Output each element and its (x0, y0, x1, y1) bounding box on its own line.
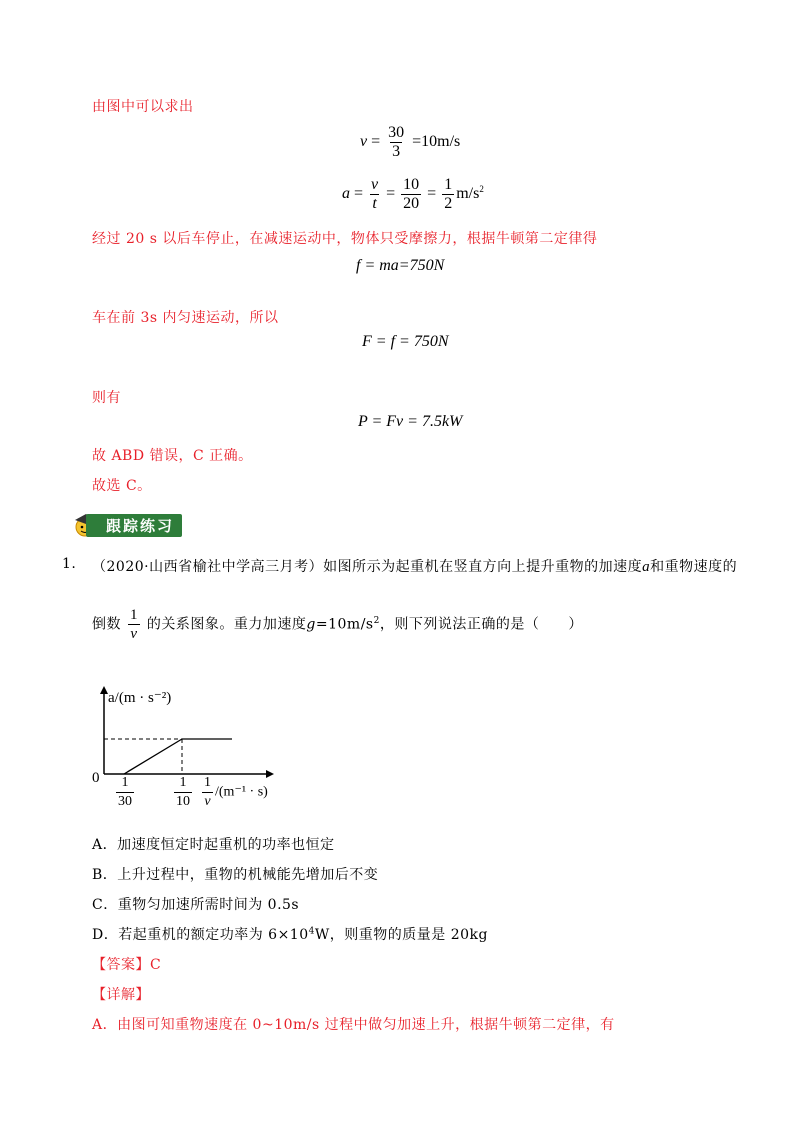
question-text-line-2: 倒数 $\frac{1}{v}$ 的关系图象。重力加速度$g=10m/s^2$，则下列说法正确的是（ ） (92, 607, 583, 642)
detail-a-text: A．由图可知重物速度在 0~10m/s 过程中做匀加速上升，根据牛顿第二定律，有 (92, 1017, 615, 1033)
equation-P: P = Fv = 7.5kW (358, 413, 463, 430)
section-header (72, 512, 182, 538)
section-title: 跟踪练习 (86, 514, 182, 537)
equation-v: v = $\frac{30}{3}$ =10m/s (360, 124, 461, 160)
x-tick-1-30: $\frac{1}{30}$ (118, 775, 132, 809)
option-d: D．若起重机的额定功率为 $6\times 10^4W$，则重物的质量是 20kg (92, 926, 488, 943)
question-text-line-1: （2020·山西省榆社中学高三月考）如图所示为起重机在竖直方向上提升重物的加速度a和重物速度的 (92, 559, 738, 575)
option-a: A．加速度恒定时起重机的功率也恒定 (92, 837, 335, 853)
solution-line-1: 由图中可以求出 (92, 99, 194, 115)
question-number: 1. (62, 556, 77, 572)
x-tick-1-10: $\frac{1}{10}$ (176, 775, 190, 809)
y-axis-label: a/(m · s⁻²) (108, 690, 172, 706)
origin-label: 0 (92, 770, 100, 786)
solution-line-2: 经过 20 s 以后车停止，在减速运动中，物体只受摩擦力，根据牛顿第二定律得 (92, 231, 598, 247)
detail-label: 【详解】 (92, 987, 150, 1003)
y-axis-arrow (100, 686, 108, 694)
rising-segment (124, 739, 182, 774)
equation-F: F = f = 750N (362, 333, 449, 350)
answer-label: 【答案】C (92, 957, 162, 973)
option-c: C．重物匀加速所需时间为 0.5s (92, 897, 300, 913)
solution-line-5: 故 ABD 错误，C 正确。 (92, 448, 253, 464)
solution-line-3: 车在前 3s 内匀速运动，所以 (92, 310, 279, 326)
equation-f: f = ma=750N (356, 257, 445, 274)
option-b: B．上升过程中，重物的机械能先增加后不变 (92, 867, 379, 883)
equation-a: a = $\frac{v}{t}$ = $\frac{10}{20}$ = $\frac{1}{2}$ $m/s^2$ (342, 176, 484, 212)
solution-line-4: 则有 (92, 390, 121, 406)
x-axis-label: $\frac{1}{v}$ /(m⁻¹ · s) (204, 775, 268, 809)
solution-line-6: 故选 C。 (92, 478, 152, 494)
